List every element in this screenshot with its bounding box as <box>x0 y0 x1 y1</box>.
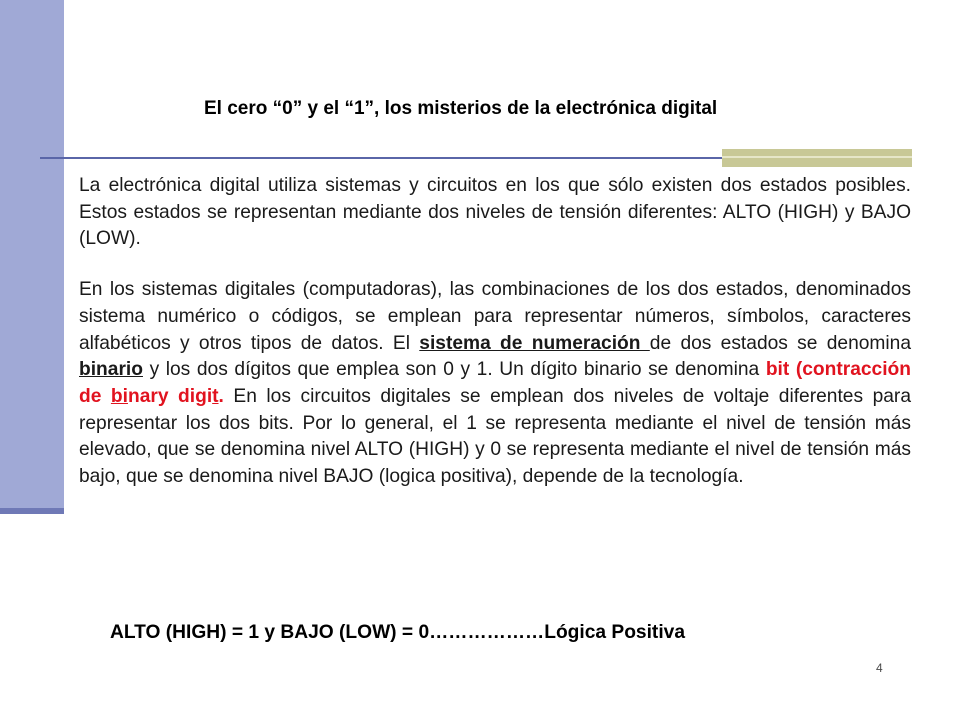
title-divider-line <box>40 157 724 159</box>
paragraph-binary-system <box>79 277 911 491</box>
left-decorative-bar <box>0 0 64 512</box>
paragraph-text: y los dos dígitos que emplea son 0 y 1. Un dígito binario se denomina <box>142 359 766 381</box>
title-accent-bar <box>722 149 912 167</box>
paragraph-text: En los circuitos digitales se emplean dos niveles de voltaje diferentes para representar los dos bits. Por lo general, el 1 se representa mediante el nivel de tensión más elevado, que se denomina nivel ALTO (HIGH) y 0 se representa mediante el nivel de tensión más bajo, que se denomina nivel BAJO (logica positiva), depende de la tecnología. <box>79 385 911 488</box>
bit-definition-start: bit (contracción de <box>79 359 911 407</box>
accent-bar-stripe <box>722 156 912 158</box>
slide-title: El cero “0” y el “1”, los misterios de la electrónica digital <box>204 98 718 119</box>
bit-definition-nary: nary digi <box>127 385 213 407</box>
slide-body <box>79 173 911 491</box>
page-number: 4 <box>876 661 883 675</box>
left-bar-shadow <box>0 508 64 514</box>
bit-definition-end: . <box>218 385 224 407</box>
paragraph-digital-states: La electrónica digital utiliza sistemas y circuitos en los que sólo existen dos estados posibles. Estos estados se representan mediante dos niveles de tensión diferentes: ALTO (HIGH) y BAJO (LOW). <box>79 175 911 250</box>
bit-definition-t: t <box>212 385 219 407</box>
bit-definition-bi: bi <box>110 385 128 407</box>
term-numbering-system: sistema de numeración <box>419 332 650 354</box>
term-binary: binario <box>79 359 143 381</box>
paragraph-text: de dos estados se denomina <box>649 332 912 354</box>
positive-logic-formula: ALTO (HIGH) = 1 y BAJO (LOW) = 0………………Lógica Positiva <box>110 622 685 643</box>
paragraph-text: En los sistemas digitales (computadoras), las combinaciones de los dos estados, denominados sistema numérico o códigos, se emplean para representar números, símbolos, caracteres alfabéticos y otros tipos de datos. El <box>79 279 911 354</box>
